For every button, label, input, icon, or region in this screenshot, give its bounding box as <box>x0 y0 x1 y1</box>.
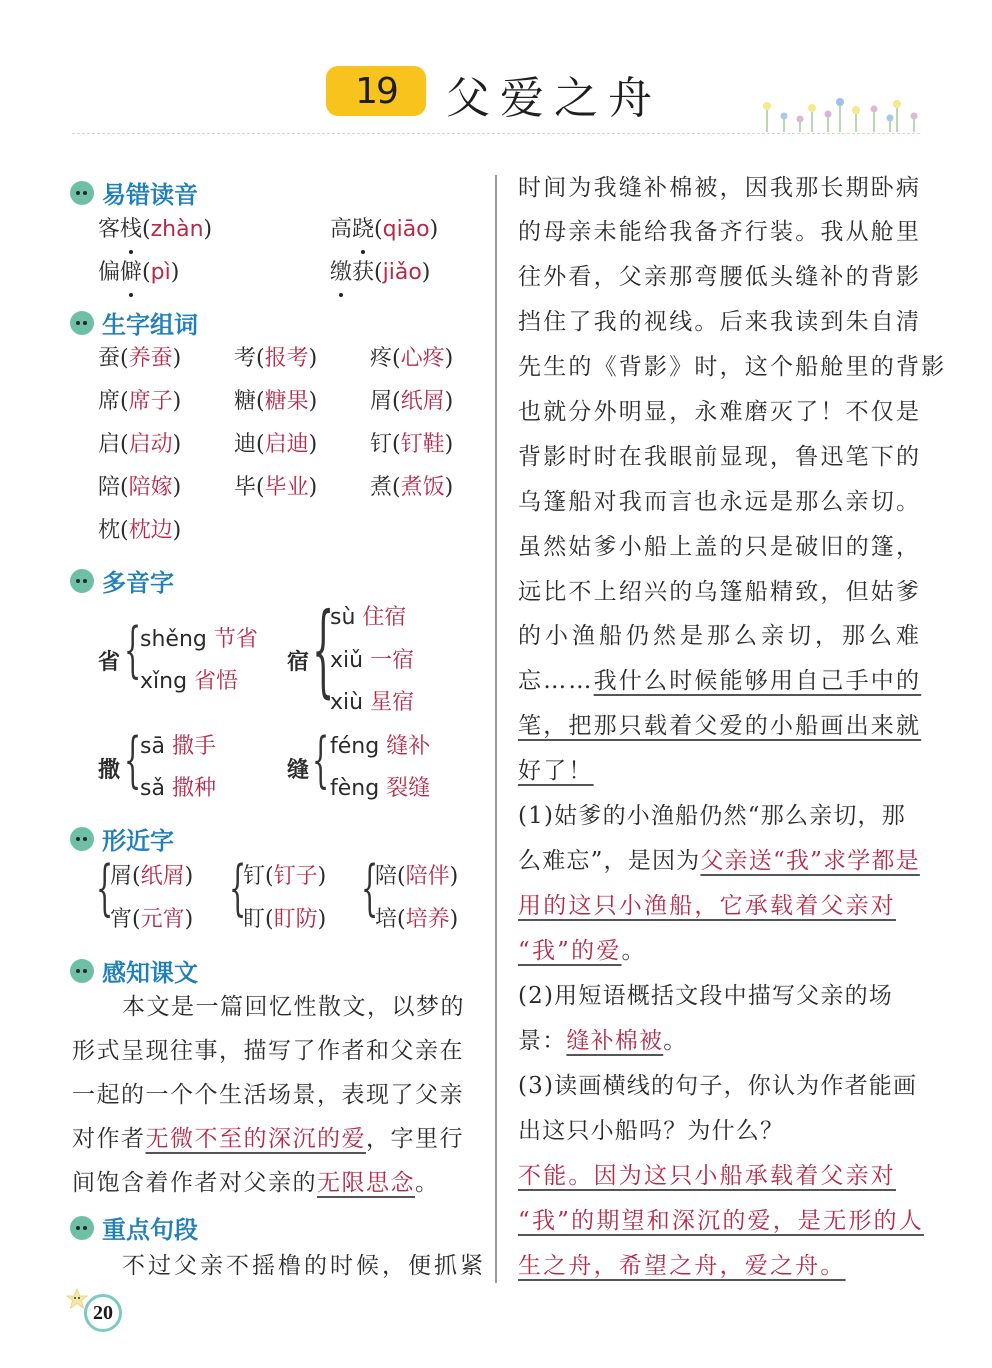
answer-text: 父亲送“我”求学都是 <box>700 848 920 874</box>
word: 偏僻 <box>98 260 143 285</box>
polyphone-char: 缝 <box>287 757 310 783</box>
vocab-item: 煮(煮饭) <box>370 475 454 500</box>
passage-line: 也就分外明显，永难磨灭了！不仅是 <box>518 399 922 425</box>
brace-icon: { <box>124 725 142 795</box>
vocab-item: 疼(心疼) <box>370 346 454 371</box>
vocab-item: 席(席子) <box>98 389 182 414</box>
passage-line: 忘……我什么时候能够用自己手中的 <box>518 668 922 694</box>
passage-line: 的母亲未能给我备齐行装。我从舱里 <box>518 219 922 245</box>
polyphone-char: 省 <box>98 649 121 675</box>
vocab-item: 蚕(养蚕) <box>98 346 182 371</box>
polyphone-reading: sā 撒手 <box>140 734 216 759</box>
bullet-icon <box>70 827 94 851</box>
vocab-item: 迪(启迪) <box>234 432 318 457</box>
answer-line <box>518 1154 896 1198</box>
answer-text: “我”的期望和深沉的爱，是无形的人 <box>518 1208 924 1234</box>
answer-line: “我”的爱。 <box>518 938 647 964</box>
answer-text: 缝补棉被 <box>566 1028 664 1054</box>
bullet-icon <box>70 959 94 983</box>
vocab-item: 陪(陪嫁) <box>98 475 182 500</box>
answer-text: “我”的爱 <box>518 938 622 964</box>
answer-line <box>518 1199 924 1243</box>
section-heading-vocabulary <box>70 305 198 340</box>
section-title: 形近字 <box>102 827 174 855</box>
text-line: 间饱含着作者对父亲的无限思念。 <box>72 1170 440 1196</box>
similar-char-item: 陪(陪伴) <box>375 864 459 889</box>
section-heading-comprehension <box>70 953 198 988</box>
similar-char-item: 钉(钉子) <box>243 864 327 889</box>
vocab-item: 考(报考) <box>234 346 318 371</box>
bullet-icon <box>70 569 94 593</box>
vocab-item: 毕(毕业) <box>234 475 318 500</box>
underlined-sentence: 我什么时候能够用自己手中的 <box>593 668 922 694</box>
similar-char-item: 培(培养) <box>375 907 459 932</box>
polyphone-reading: xiù 星宿 <box>330 690 415 715</box>
vocab-item: 启(启动) <box>98 432 182 457</box>
section-heading-polyphones <box>70 563 174 598</box>
header-divider <box>72 133 920 134</box>
section-title: 感知课文 <box>102 959 198 987</box>
answer-line <box>518 884 896 928</box>
vocab-item: 糖(糖果) <box>234 389 318 414</box>
vocab-item: 屑(纸屑) <box>370 389 454 414</box>
question-prompt: (3)读画横线的句子，你认为作者能画 <box>518 1073 918 1099</box>
passage-line <box>518 704 921 748</box>
text-line: 本文是一篇回忆性散文，以梦的 <box>122 994 465 1020</box>
pinyin: zhàn <box>150 217 204 242</box>
polyphone-char: 宿 <box>287 649 310 675</box>
question-prompt: 么难忘”，是因为父亲送“我”求学都是 <box>518 848 920 874</box>
underlined-sentence: 笔，把那只载着父爱的小船画出来就 <box>518 713 922 739</box>
word: 高跷 <box>330 217 375 242</box>
similar-char-item: 宵(元宵) <box>110 907 194 932</box>
passage-line: 挡住了我的视线。后来我读到朱自清 <box>518 309 922 335</box>
section-heading-pronunciation <box>70 175 198 210</box>
brace-icon: { <box>229 853 247 923</box>
pinyin: qiāo <box>382 217 430 242</box>
section-heading-key-passage <box>70 1210 198 1245</box>
column-divider <box>495 175 497 1283</box>
passage-line: 乌篷船对我而言也永远是那么亲切。 <box>518 489 922 515</box>
section-heading-similar-chars <box>70 821 174 856</box>
question-prompt: 景：缝补棉被。 <box>518 1028 688 1054</box>
passage-line: 远比不上绍兴的乌篷船精致，但姑爹 <box>518 579 922 605</box>
brace-icon: { <box>312 591 335 708</box>
question-prompt: (2)用短语概括文段中描写父亲的场 <box>518 983 893 1009</box>
answer-text: 无限思念 <box>317 1170 415 1196</box>
pronunciation-item: 缴获(jiǎo) <box>330 260 431 285</box>
similar-char-item: 屑(纸屑) <box>110 864 194 889</box>
passage-line: 先生的《背影》时，这个船舱里的背影 <box>518 354 947 380</box>
lesson-title: 父爱之舟 <box>446 73 662 124</box>
polyphone-reading: fèng 裂缝 <box>330 776 431 801</box>
text-line: 对作者无微不至的深沉的爱，字里行 <box>72 1126 464 1152</box>
underlined-sentence: 好了！ <box>518 758 594 784</box>
polyphone-reading: sǎ 撒种 <box>140 776 216 801</box>
section-title: 易错读音 <box>102 181 198 209</box>
pronunciation-item: 客栈(zhàn) <box>98 217 213 242</box>
section-title: 重点句段 <box>102 1216 198 1244</box>
pinyin: jiǎo <box>382 260 422 285</box>
polyphone-reading: xǐng 省悟 <box>140 669 239 694</box>
page-number: 20 <box>84 1294 122 1332</box>
brace-icon: { <box>124 615 142 685</box>
passage-line: 的小渔船仍然是那么亲切，那么难 <box>518 623 923 649</box>
text-line: 形式呈现往事，描写了作者和父亲在 <box>72 1038 464 1064</box>
answer-text: 无微不至的深沉的爱 <box>145 1126 366 1152</box>
brace-icon: { <box>312 725 330 795</box>
vocab-item: 枕(枕边) <box>98 518 182 543</box>
answer-text: 生之舟，希望之舟，爱之舟。 <box>518 1253 846 1279</box>
answer-line <box>518 1244 846 1288</box>
answer-text: 不能。因为这只小船承载着父亲对 <box>518 1163 896 1189</box>
polyphone-reading: shěng 节省 <box>140 627 258 652</box>
brace-icon: { <box>96 853 114 923</box>
passage-line <box>518 749 594 793</box>
section-title: 多音字 <box>102 569 174 597</box>
flower-decoration-icon <box>752 94 922 134</box>
word: 缴获 <box>330 260 375 285</box>
passage-line: 背影时时在我眼前显现，鲁迅笔下的 <box>518 444 922 470</box>
similar-char-item: 盯(盯防) <box>243 907 327 932</box>
key-passage-first-line: 不过父亲不摇橹的时候，便抓紧 <box>122 1253 486 1279</box>
polyphone-reading: féng 缝补 <box>330 734 431 759</box>
polyphone-reading: xiǔ 一宿 <box>330 648 415 673</box>
brace-icon: { <box>361 853 379 923</box>
polyphone-reading: sù 住宿 <box>330 605 407 630</box>
passage-line: 时间为我缝补棉被，因我那长期卧病 <box>518 175 922 201</box>
passage-line: 往外看，父亲那弯腰低头缝补的背影 <box>518 264 922 290</box>
pronunciation-item: 偏僻(pì) <box>98 260 180 285</box>
question-prompt: 出这只小船吗？为什么？ <box>518 1118 785 1144</box>
bullet-icon <box>70 311 94 335</box>
answer-text: 用的这只小渔船，它承载着父亲对 <box>518 893 896 919</box>
section-title: 生字组词 <box>102 311 198 339</box>
bullet-icon <box>70 1216 94 1240</box>
polyphone-char: 撒 <box>98 757 121 783</box>
text-line: 一起的一个个生活场景，表现了父亲 <box>72 1082 464 1108</box>
passage-line: 虽然姑爹小船上盖的只是破旧的篷， <box>518 534 922 560</box>
bullet-icon <box>70 181 94 205</box>
question-prompt: (1)姑爹的小渔船仍然“那么亲切，那 <box>518 803 906 829</box>
pronunciation-item: 高跷(qiāo) <box>330 217 439 242</box>
vocab-item: 钉(钉鞋) <box>370 432 454 457</box>
pinyin: pì <box>150 260 171 285</box>
lesson-number-badge: 19 <box>326 66 426 116</box>
word: 客栈 <box>98 217 143 242</box>
